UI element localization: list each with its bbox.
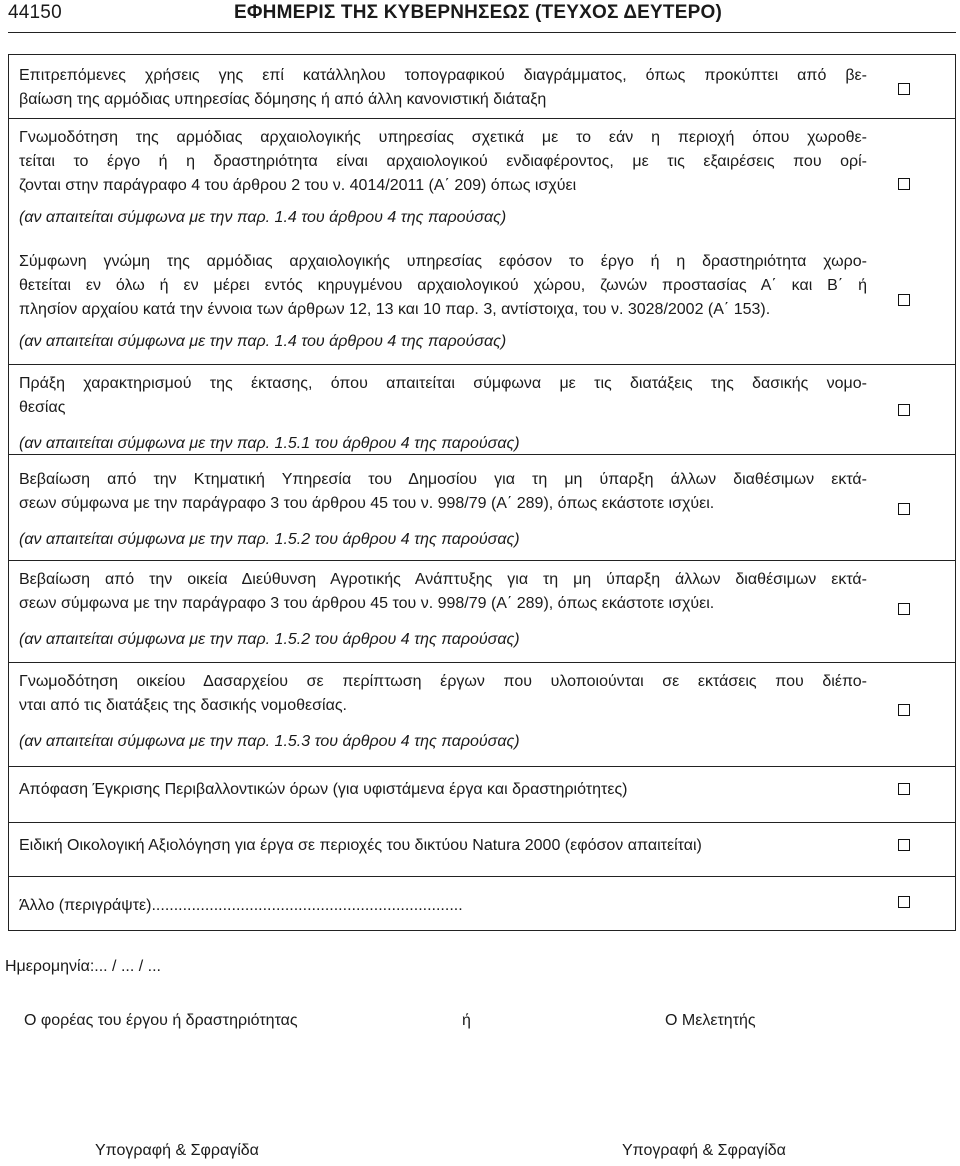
- row-checkbox[interactable]: [898, 603, 910, 615]
- row-checkbox[interactable]: [898, 294, 910, 306]
- table-row: [8, 876, 956, 930]
- row-description: [19, 670, 867, 754]
- row-text-line: σεων σύμφωνα με την παράγραφο 3 του άρθρου 45 του ν. 998/79 (Α΄ 289), όπως εκάστοτε ισχύει.: [19, 495, 715, 512]
- row-description: [19, 126, 867, 230]
- row-checkbox[interactable]: [898, 839, 910, 851]
- signatory-consultant: Ο Μελετητής: [665, 1012, 756, 1029]
- signature-stamp-left: Υπογραφή & Σφραγίδα: [95, 1142, 259, 1159]
- row-checkbox[interactable]: [898, 503, 910, 515]
- row-text-line: Επιτρεπόμενες χρήσεις γης επί κατάλληλου τοπογραφικού διαγράμματος, όπως προκύπτει από βε-: [19, 67, 867, 84]
- gazette-title: ΕΦΗΜΕΡΙΣ ΤΗΣ ΚΥΒΕΡΝΗΣΕΩΣ (ΤΕΥΧΟΣ ΔΕΥΤΕΡΟ): [234, 2, 722, 23]
- signatory-project-owner: Ο φορέας του έργου ή δραστηριότητας: [24, 1012, 298, 1029]
- row-text-line: Βεβαίωση από την Κτηματική Υπηρεσία του Δημοσίου για τη μη ύπαρξη άλλων διαθέσιμων εκτά-: [19, 471, 867, 488]
- header-rule: [8, 32, 956, 33]
- table-row: [8, 364, 956, 454]
- row-description: [19, 834, 867, 858]
- row-text-line: Γνωμοδότηση της αρμόδιας αρχαιολογικής υπηρεσίας σχετικά με το εάν η περιοχή όπου χωροθε-: [19, 129, 867, 146]
- gazette-header: [0, 0, 960, 30]
- row-applicability-note: (αν απαιτείται σύμφωνα με την παρ. 1.5.2 του άρθρου 4 της παρούσας): [19, 531, 520, 548]
- row-text-line: Πράξη χαρακτηρισμού της έκτασης, όπου απαιτείται σύμφωνα με τις διατάξεις της δασικής νομο-: [19, 375, 867, 392]
- row-text-line: Γνωμοδότηση οικείου Δασαρχείου σε περίπτωση έργων που υλοποιούνται σε εκτάσεις που διέπο-: [19, 673, 867, 690]
- table-row: [8, 560, 956, 660]
- row-applicability-note: (αν απαιτείται σύμφωνα με την παρ. 1.5.1 του άρθρου 4 της παρούσας): [19, 435, 520, 452]
- row-text-line: ζονται στην παράγραφο 4 του άρθρου 2 του ν. 4014/2011 (Α΄ 209) όπως ισχύει: [19, 177, 577, 194]
- table-row: [8, 766, 956, 820]
- row-text-line: θετείται εν όλω ή εν μέρει εντός κηρυγμένου αρχαιολογικού χώρου, ζωνών προστασίας Α΄ και Β΄ ή: [19, 277, 867, 294]
- row-description: [19, 64, 867, 112]
- row-description: [19, 568, 867, 652]
- row-description: [19, 894, 867, 918]
- row-applicability-note: (αν απαιτείται σύμφωνα με την παρ. 1.4 του άρθρου 4 της παρούσας): [19, 209, 507, 226]
- row-text-line: νται από τις διατάξεις της δασικής νομοθεσίας.: [19, 697, 347, 714]
- row-checkbox[interactable]: [898, 83, 910, 95]
- row-text-line: Απόφαση Έγκρισης Περιβαλλοντικών όρων (για υφιστάμενα έργα και δραστηριότητες): [19, 781, 628, 798]
- row-text-line: πλησίον αρχαίου κατά την έννοια των άρθρων 12, 13 και 10 παρ. 3, αντίστοιχα, του ν. 3028/2002 (Α΄ 153).: [19, 301, 771, 318]
- row-checkbox[interactable]: [898, 404, 910, 416]
- table-row: [8, 454, 956, 554]
- table-row: [8, 244, 956, 364]
- row-text-line: Σύμφωνη γνώμη της αρμόδιας αρχαιολογικής υπηρεσίας εφόσον το έργο ή η δραστηριότητα χωρο-: [19, 253, 867, 270]
- signature-stamp-right: Υπογραφή & Σφραγίδα: [622, 1142, 786, 1159]
- table-row: [8, 662, 956, 766]
- table-row: [8, 822, 956, 876]
- row-text-line: τείται το έργο ή η δραστηριότητα είναι αρχαιολογικού ενδιαφέροντος, με τις εξαιρέσεις που ορί-: [19, 153, 867, 170]
- row-text-line: Ειδική Οικολογική Αξιολόγηση για έργα σε περιοχές του δικτύου Natura 2000 (εφόσον απαιτείται): [19, 837, 702, 854]
- row-description: [19, 250, 867, 354]
- row-checkbox[interactable]: [898, 704, 910, 716]
- row-applicability-note: (αν απαιτείται σύμφωνα με την παρ. 1.5.3 του άρθρου 4 της παρούσας): [19, 733, 520, 750]
- row-checkbox[interactable]: [898, 783, 910, 795]
- row-text-line: σεων σύμφωνα με την παράγραφο 3 του άρθρου 45 του ν. 998/79 (Α΄ 289), όπως εκάστοτε ισχύει.: [19, 595, 715, 612]
- row-checkbox[interactable]: [898, 896, 910, 908]
- row-text-line: θεσίας: [19, 399, 66, 416]
- row-applicability-note: (αν απαιτείται σύμφωνα με την παρ. 1.4 του άρθρου 4 της παρούσας): [19, 333, 507, 350]
- row-text-line: Άλλο (περιγράψτε)......................................................................: [19, 897, 463, 914]
- row-text-line: βαίωση της αρμόδιας υπηρεσίας δόμησης ή από άλλη κανονιστική διάταξη: [19, 91, 547, 108]
- row-checkbox[interactable]: [898, 178, 910, 190]
- table-row: [8, 118, 956, 238]
- row-applicability-note: (αν απαιτείται σύμφωνα με την παρ. 1.5.2 του άρθρου 4 της παρούσας): [19, 631, 520, 648]
- table-row: [8, 54, 956, 118]
- date-field: Ημερομηνία:... / ... / ...: [5, 958, 161, 975]
- row-description: [19, 372, 867, 456]
- row-text-line: Βεβαίωση από την οικεία Διεύθυνση Αγροτικής Ανάπτυξης για τη μη ύπαρξη άλλων διαθέσιμων εκτά-: [19, 571, 867, 588]
- row-description: [19, 778, 867, 802]
- table-bottom-border: [8, 930, 956, 931]
- page-number: 44150: [8, 2, 62, 23]
- row-description: [19, 468, 867, 552]
- signatory-or-word: ή: [462, 1012, 471, 1029]
